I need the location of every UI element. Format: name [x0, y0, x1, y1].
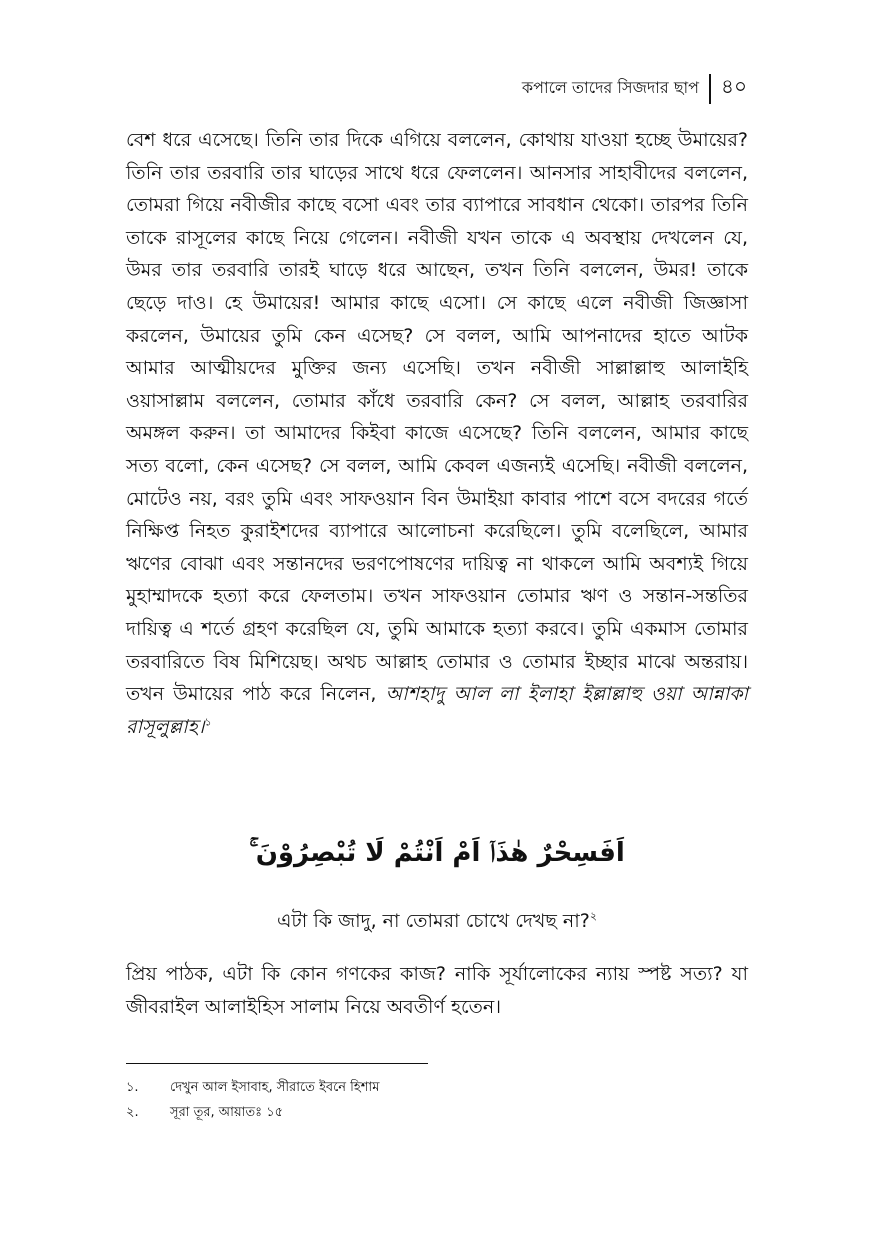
footnotes	[126, 1075, 379, 1125]
footnote-item	[126, 1075, 379, 1100]
main-paragraph-text: বেশ ধরে এসেছে। তিনি তার দিকে এগিয়ে বললেন, কোথায় যাওয়া হচ্ছে উমায়ের? তিনি তার তরবারি তার ঘাড়ের সাথে ধরে ফেললেন। আনসার সাহাবীদের বললেন, তোমরা গিয়ে নবীজীর কাছে বসো এবং তার ব্যাপারে সাবধান থেকো। তারপর তিনি তাকে রাসূলের কাছে নিয়ে গেলেন। নবীজী যখন তাকে এ অবস্থায় দেখলেন যে, উমর তার তরবারি তারই ঘাড়ে ধরে আছেন, তখন তিনি বললেন, উমর! তাকে ছেড়ে দাও। হে উমায়ের! আমার কাছে এসো। সে কাছে এলে নবীজী জিজ্ঞাসা করলেন, উমায়ের তুমি কেন এসেছ? সে বলল, আমি আপনাদের হাতে আটক আমার আত্মীয়দের মুক্তির জন্য এসেছি। তখন নবীজী সাল্লাল্লাহু আলাইহি ওয়াসাল্লাম বললেন, তোমার কাঁধে তরবারি কেন? সে বলল, আল্লাহ তরবারির অমঙ্গল করুন। তা আমাদের কিইবা কাজে এসেছে? তিনি বললেন, আমার কাছে সত্য বলো, কেন এসেছ? সে বলল, আমি কেবল এজন্যই এসেছি। নবীজী বললেন, মোটেও নয়, বরং তুমি এবং সাফওয়ান বিন উমাইয়া কাবার পাশে বসে বদরের গর্তে নিক্ষিপ্ত নিহত কুরাইশদের ব্যাপারে আলোচনা করেছিলে। তুমি বলেছিলে, আমার ঋণের বোঝা এবং সন্তানদের ভরণপোষণের দায়িত্ব না থাকলে আমি অবশ্যই গিয়ে মুহাম্মাদকে হত্যা করে ফেলতাম। তখন সাফওয়ান তোমার ঋণ ও সন্তান-সন্ততির দায়িত্ব এ শর্তে গ্রহণ করেছিল যে, তুমি আমাকে হত্যা করবে। তুমি একমাস তোমার তরবারিতে বিষ মিশিয়েছ। অথচ আল্লাহ তোমার ও তোমার ইচ্ছার মাঝে অন্তরায়। তখন উমায়ের পাঠ করে নিলেন,	[126, 129, 748, 706]
header-divider	[709, 74, 711, 104]
header-title: কপালে তাদের সিজদার ছাপ	[521, 78, 700, 97]
footnote-rule	[126, 1063, 428, 1064]
footnote-text: দেখুন আল ইসাবাহ, সীরাতে ইবনে হিশাম	[170, 1080, 380, 1095]
main-paragraph	[126, 124, 748, 743]
main-text-block	[126, 124, 748, 743]
verse-translation	[126, 907, 748, 939]
verse-translation-text: এটা কি জাদু, না তোমরা চোখে দেখছ না?	[276, 910, 590, 932]
page-number: ৪০	[721, 74, 747, 98]
footnote-number: ২.	[126, 1105, 139, 1120]
arabic-verse: اَفَسِحْرٌ هٰذَاۤ اَمْ اَنْتُمْ لَا تُبْصِرُوْنَ ۚ	[249, 838, 625, 868]
footnote-text: সূরা তূর, আয়াতঃ ১৫	[170, 1105, 284, 1120]
running-header	[522, 72, 747, 105]
closing-paragraph: প্রিয় পাঠক, এটা কি কোন গণকের কাজ? নাকি সূর্যালোকের ন্যায় স্পষ্ট সত্য? যা জীবরাইল আলাইহিস সালাম নিয়ে অবতীর্ণ হতেন।	[126, 963, 748, 1018]
footnote-ref-1[interactable]: ১	[204, 715, 212, 729]
footnote-ref-2[interactable]: ২	[589, 909, 598, 923]
footnote-number: ১.	[126, 1080, 139, 1095]
shahada-text: আশহাদু আল লা ইলাহা ইল্লাল্লাহু ওয়া আন্নাকা রাসূলুল্লাহ।	[126, 683, 749, 738]
footnote-item	[126, 1100, 379, 1125]
